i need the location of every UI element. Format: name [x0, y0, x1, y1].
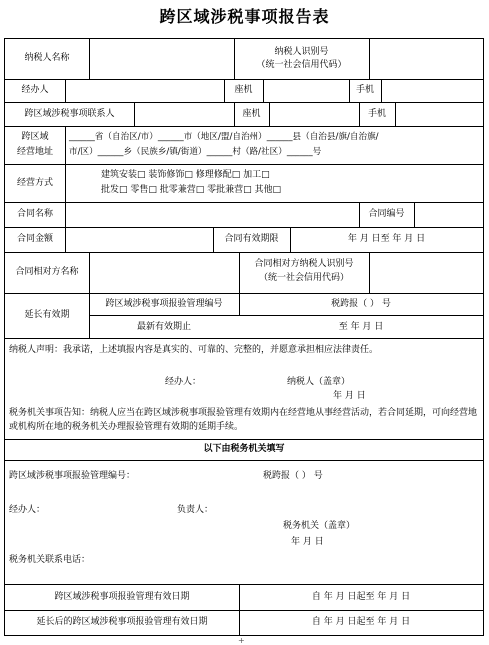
taxpayer-name-label: 纳税人名称 [24, 53, 70, 63]
address-line1: ______省（自治区/市）______市（地区/盟/自治州）______县（自治县/旗/自治旗/ [69, 132, 379, 142]
contact-label: 跨区域涉税事项联系人 [24, 109, 115, 119]
business-mode-line1: 建筑安装□ 装饰修饰□ 修理修配□ 加工□ [101, 170, 270, 180]
handler-label: 经办人 [21, 85, 49, 95]
tax-section-heading: 以下由税务机关填写 [203, 444, 285, 454]
extended-date-label: 延长后的跨区域涉税事项报验管理有效日期 [36, 617, 208, 627]
address-label-line1: 跨区域 [21, 132, 49, 142]
credit-code-label: （统一社会信用代码） [256, 60, 347, 70]
reg-no-value: 税跨报（ ） 号 [331, 299, 391, 309]
latest-validity-label: 最新有效期止 [136, 322, 191, 332]
taxpayer-stamp: 纳税人（盖章） [287, 377, 351, 387]
extend-validity-label: 延长有效期 [24, 310, 70, 320]
counterparty-credit-code-label: （统一社会信用代码） [258, 273, 349, 283]
contract-validity-label: 合同有效期限 [224, 234, 279, 244]
taxpayer-id-label: 纳税人识别号 [274, 47, 329, 57]
address-line2: 市/区）______乡（民族乡/镇/街道）______村（路/社区）______号 [69, 147, 322, 157]
contact-mobile-label: 手机 [367, 109, 386, 119]
contact-landline-label: 座机 [242, 109, 261, 119]
contract-no-label: 合同编号 [368, 209, 405, 219]
tax-reg-no-label: 跨区域涉税事项报验管理编号： [9, 471, 136, 481]
declaration-date: 年 月 日 [333, 391, 366, 401]
tax-responsible: 负责人： [177, 505, 214, 515]
business-mode-line2: 批发□ 零售□ 批零兼营□ 零批兼营□ 其他□ [101, 185, 281, 195]
declaration-handler: 经办人： [165, 377, 202, 387]
tax-handler: 经办人： [9, 505, 46, 515]
tax-reg-no-value: 税跨报（ ） 号 [263, 471, 323, 481]
business-mode-label: 经营方式 [16, 178, 53, 188]
tax-office-date: 年 月 日 [291, 537, 324, 547]
address-label-line2: 经营地址 [16, 147, 53, 157]
extended-date-range: 自 年 月 日起至 年 月 日 [311, 617, 411, 627]
contract-amount-label: 合同金额 [16, 234, 53, 244]
landline-label: 座机 [234, 85, 253, 95]
report-form-table [4, 38, 484, 636]
latest-validity-value: 至 年 月 日 [338, 322, 384, 332]
taxpayer-declaration: 纳税人声明：我承诺，上述填报内容是真实的、可靠的、完整的，并愿意承担相应法律责任。 [9, 345, 379, 355]
contract-validity-dates: 年 月 日至 年 月 日 [347, 234, 426, 244]
tax-office-phone: 税务机关联系电话： [9, 555, 91, 565]
crosshair-cursor-icon: + [238, 636, 245, 645]
reg-no-label: 跨区域涉税事项报验管理编号 [105, 299, 223, 309]
contract-name-label: 合同名称 [16, 209, 53, 219]
valid-date-label: 跨区域涉税事项报验管理有效日期 [54, 592, 190, 602]
counterparty-id-label: 合同相对方纳税人识别号 [254, 259, 354, 269]
valid-date-range: 自 年 月 日起至 年 月 日 [311, 592, 411, 602]
mobile-label: 手机 [355, 85, 374, 95]
tax-office-notice: 税务机关事项告知：纳税人应当在跨区域涉税事项报验管理有效期内在经营地从事经营活动，若合同延期，可向经营地或机构所在地的税务机关办理报验管理有效期的延期手续。 [9, 408, 478, 432]
counterparty-name-label: 合同相对方名称 [15, 267, 79, 277]
page-title: 跨区域涉税事项报告表 [159, 7, 330, 26]
tax-office-stamp: 税务机关（盖章） [283, 521, 356, 531]
